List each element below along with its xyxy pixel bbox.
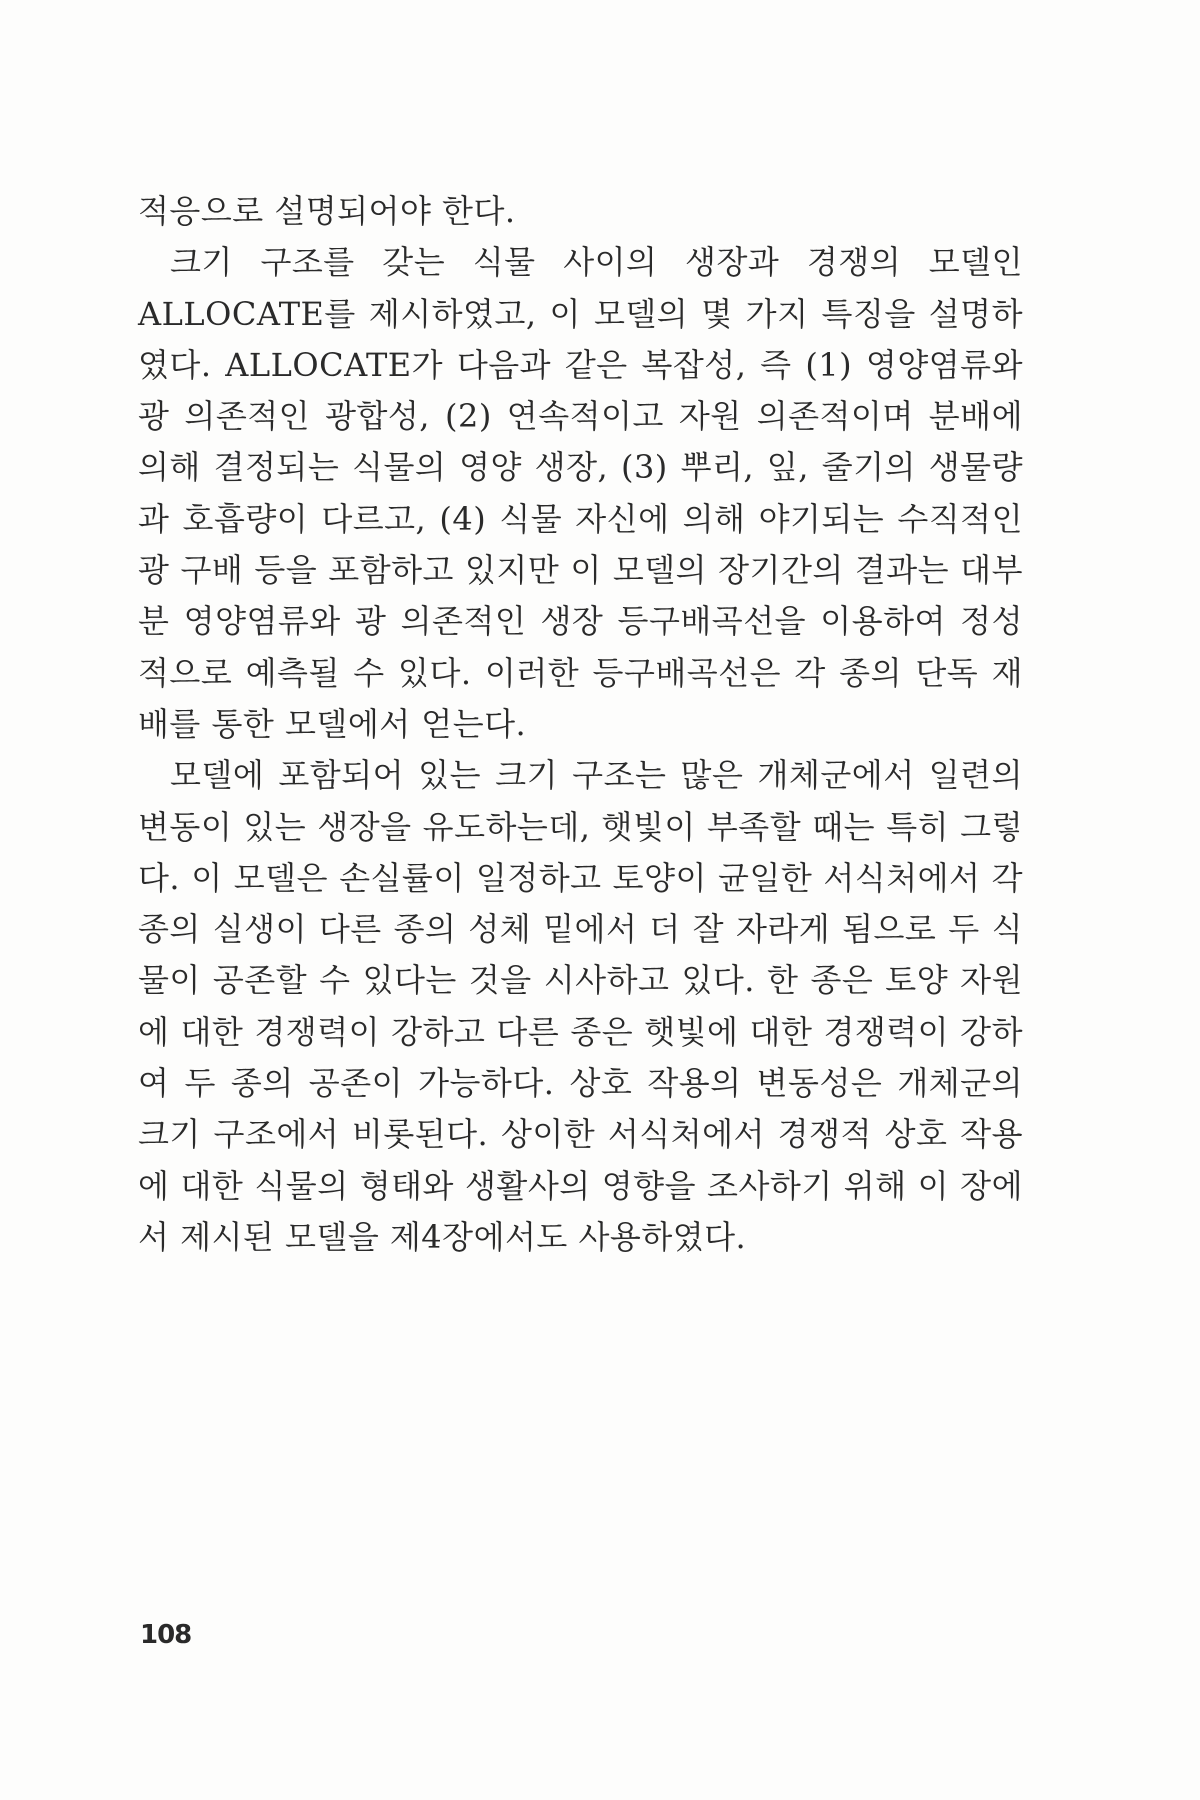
paragraph-allocate-model: 크기 구조를 갖는 식물 사이의 생장과 경쟁의 모델인 ALLOCATE를 제시하였고, 이 모델의 몇 가지 특징을 설명하였다. ALLOCATE가 다음과 같은 복잡성, 즉 (1) 영양염류와 광 의존적인 광합성, (2) 연속적이고 자원 의존적이며 분배에 의해 결정되는 식물의 영양 생장, (3) 뿌리, 잎, 줄기의 생물량과 호흡량이 다르고, (4) 식물 자신에 의해 야기되는 수직적인 광 구배 등을 포함하고 있지만 이 모델의 장기간의 결과는 대부분 영양염류와 광 의존적인 생장 등구배곡선을 이용하여 정성적으로 예측될 수 있다. 이러한 등구배곡선은 각 종의 단독 재배를 통한 모델에서 얻는다. bbox=[138, 243, 1023, 743]
paragraph-continuation: 적응으로 설명되어야 한다. bbox=[138, 192, 516, 230]
body-text bbox=[138, 186, 1023, 1263]
paragraph-size-structure: 모델에 포함되어 있는 크기 구조는 많은 개체군에서 일련의 변동이 있는 생장을 유도하는데, 햇빛이 부족할 때는 특히 그렇다. 이 모델은 손실률이 일정하고 토양이 균일한 서식처에서 각 종의 실생이 다른 종의 성체 밑에서 더 잘 자라게 됨으로 두 식물이 공존할 수 있다는 것을 시사하고 있다. 한 종은 토양 자원에 대한 경쟁력이 강하고 다른 종은 햇빛에 대한 경쟁력이 강하여 두 종의 공존이 가능하다. 상호 작용의 변동성은 개체군의 크기 구조에서 비롯된다. 상이한 서식처에서 경쟁적 상호 작용에 대한 식물의 형태와 생활사의 영향을 조사하기 위해 이 장에서 제시된 모델을 제4장에서도 사용하였다. bbox=[138, 756, 1023, 1256]
page-number: 108 bbox=[140, 1620, 192, 1650]
